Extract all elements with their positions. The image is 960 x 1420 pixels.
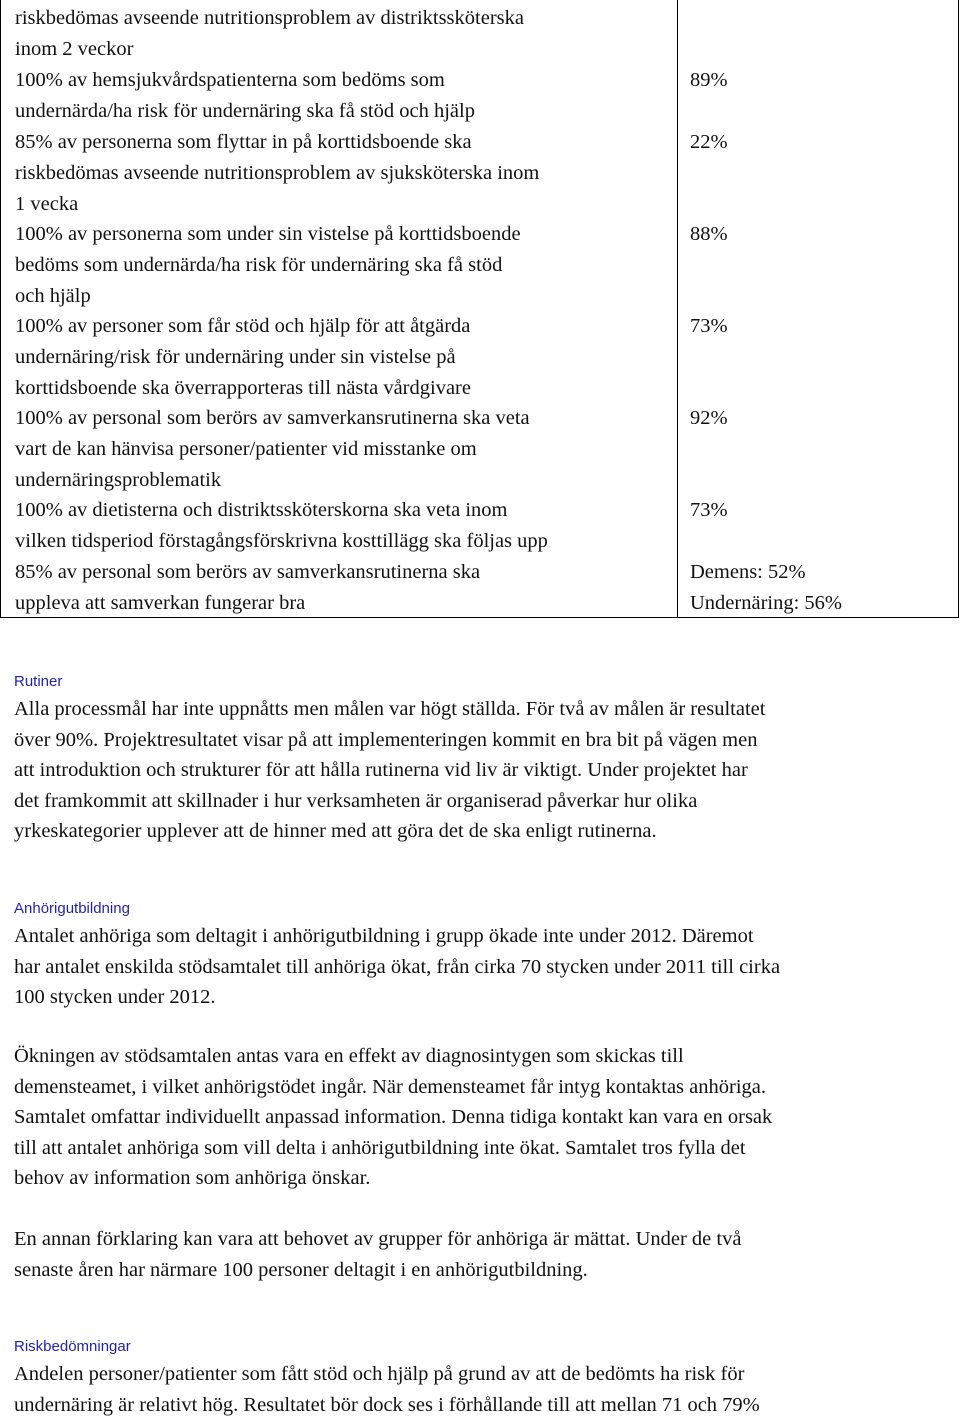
table-row-goal: 100% av personer som får stöd och hjälp för att åtgärda undernäring/risk för undernäring under sin vistelse på korttidsboende ska överrapporteras till nästa vårdgivare [15, 315, 471, 399]
paragraph-anhorig-1: Antalet anhöriga som deltagit i anhörigutbildning i grupp ökade inte under 2012. Däremot har antalet enskilda stödsamtalet till anhöriga ökat, från cirka 70 stycken under 2011 till cirka 100 stycken under 2012. [14, 925, 781, 1009]
table-row-goal: 85% av personerna som flyttar in på korttidsboende ska riskbedömas avseende nutritionsproblem av sjuksköterska inom 1 vecka [15, 131, 540, 215]
paragraph-risk: Andelen personer/patienter som fått stöd och hjälp på grund av att de bedömts ha risk för undernäring är relativt hög. Resultatet bör dock ses i förhållande till att mellan 71 och 79% [14, 1363, 760, 1416]
table-row-result: 22% [690, 131, 728, 153]
table-row-result: 89% [690, 69, 728, 91]
table-row-result: 92% [690, 407, 728, 429]
table-row-result: Demens: 52% Undernäring: 56% [690, 561, 842, 614]
column-divider [677, 0, 678, 617]
paragraph-anhorig-2: Ökningen av stödsamtalen antas vara en effekt av diagnosintygen som skickas till demensteamet, i vilket anhörigstödet ingår. När demensteamet får intyg kontaktas anhöriga. Samtalet omfattar individuellt anpassad information. Denna tidiga kontakt kan vara en orsak till att antalet anhöriga som vill delta i anhörigutbildning inte ökat. Samtalet tros fylla det behov av information som anhöriga önskar. [14, 1045, 773, 1190]
table-row-goal: 100% av hemsjukvårdspatienterna som bedöms som undernärda/ha risk för undernäring ska få stöd och hjälp [15, 69, 475, 122]
table-row-goal: 100% av dietisterna och distriktssköterskorna ska veta inom vilken tidsperiod förstagångsförskrivna kosttillägg ska följas upp [15, 499, 548, 552]
paragraph-anhorig-3: En annan förklaring kan vara att behovet av grupper för anhöriga är mättat. Under de två senaste åren har närmare 100 personer deltagit i en anhörigutbildning. [14, 1228, 742, 1281]
table-row-goal: 100% av personerna som under sin vistelse på korttidsboende bedöms som undernärda/ha risk för undernäring ska få stöd och hjälp [15, 223, 521, 307]
table-row-goal: 85% av personal som berörs av samverkansrutinerna ska uppleva att samverkan fungerar bra [15, 561, 481, 614]
table-row-result: 73% [690, 499, 728, 521]
section-heading-anhorigutbildning: Anhörigutbildning [14, 900, 130, 917]
table-row-goal: 100% av personal som berörs av samverkansrutinerna ska veta vart de kan hänvisa personer/patienter vid misstanke om undernäringsproblematik [15, 407, 530, 491]
table-row-goal: riskbedömas avseende nutritionsproblem av distriktssköterska inom 2 veckor [15, 7, 524, 60]
paragraph-rutiner: Alla processmål har inte uppnåtts men målen var högt ställda. För två av målen är resultatet över 90%. Projektresultatet visar på att implementeringen kommit en bra bit på vägen men att introduktion och strukturer för att hålla rutinerna vid liv är viktigt. Under projektet har det framkommit att skillnader i hur verksamheten är organiserad påverkar hur olika yrkeskategorier upplever att de hinner med att göra det de ska enligt rutinerna. [14, 698, 766, 843]
section-heading-rutiner: Rutiner [14, 673, 63, 690]
table-row-result: 73% [690, 315, 728, 337]
table-row-result: 88% [690, 223, 728, 245]
section-heading-riskbedomningar: Riskbedömningar [14, 1338, 131, 1355]
results-table [0, 0, 959, 618]
